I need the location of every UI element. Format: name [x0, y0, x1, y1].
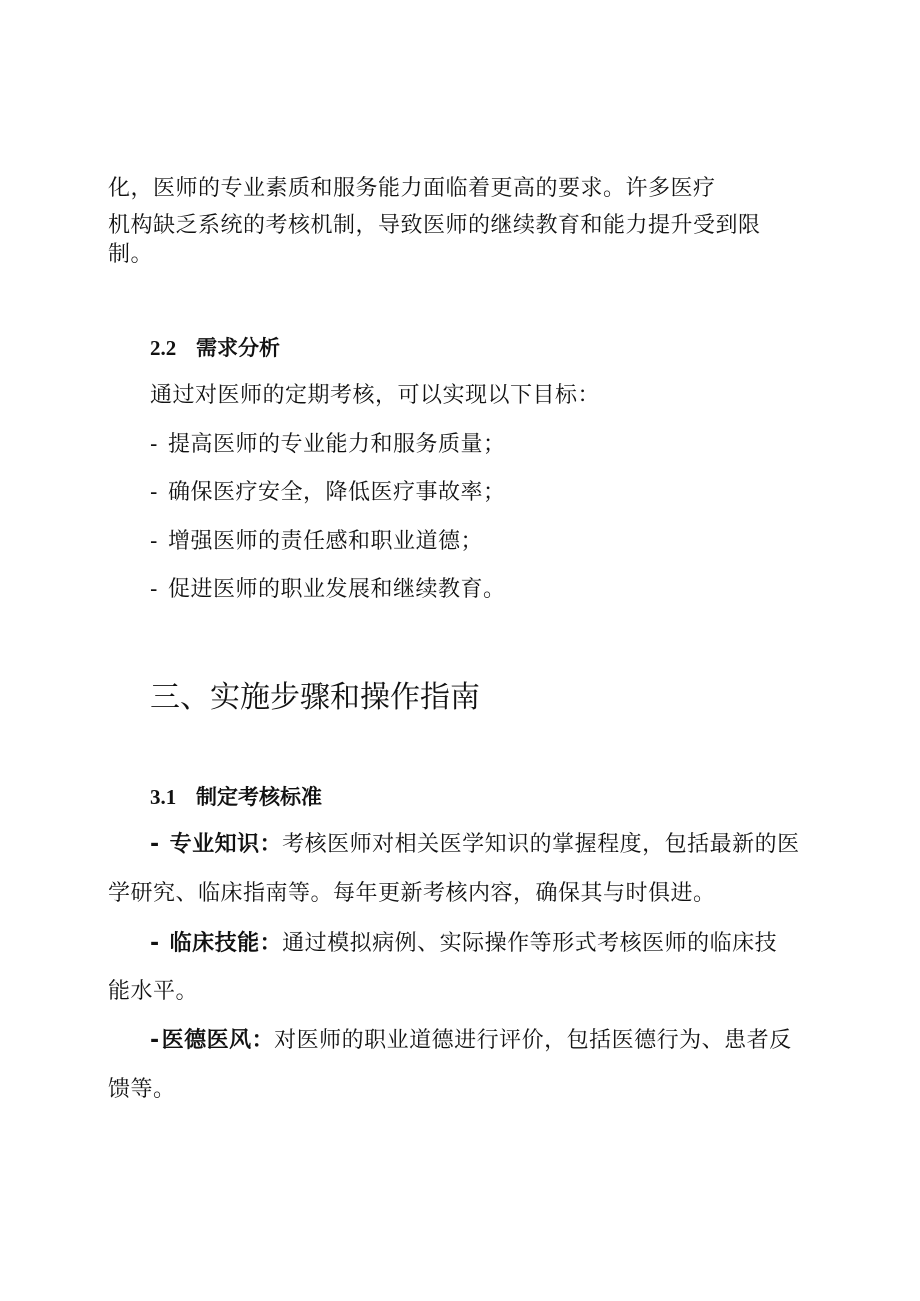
standard-item-term: 医德医风： [161, 1028, 275, 1053]
list-dash: - [150, 1028, 160, 1053]
section-3-1-number: 3.1 [150, 785, 177, 809]
section-2-2-lead: 通过对医师的定期考核，可以实现以下目标： [150, 383, 601, 408]
standard-item-text: 对医师的职业道德进行评价，包括医德行为、患者反 [274, 1028, 792, 1053]
goal-list-item [150, 430, 505, 460]
section-2-2-title: 需求分析 [196, 336, 280, 360]
standard-item-line-2: 学研究、临床指南等。每年更新考核内容，确保其与时俱进。 [108, 881, 716, 906]
chapter-3-heading: 三、实施步骤和操作指南 [150, 680, 480, 715]
list-dash: - [150, 577, 158, 602]
goal-list-item [150, 575, 505, 605]
section-2-2-heading [150, 334, 280, 362]
goal-item-text: 确保医疗安全，降低医疗事故率； [167, 480, 506, 505]
goal-list-item [150, 478, 505, 508]
section-3-1-title: 制定考核标准 [196, 785, 322, 809]
list-dash: - [150, 480, 158, 505]
list-dash: - [150, 931, 160, 956]
goal-item-text: 增强医师的责任感和职业道德； [167, 529, 483, 554]
list-dash: - [150, 832, 160, 857]
standard-item-term: 临床技能： [169, 931, 283, 956]
standard-item-text: 通过模拟病例、实际操作等形式考核医师的临床技 [282, 931, 778, 956]
goal-item-text: 提高医师的专业能力和服务质量； [167, 432, 506, 457]
intro-line-1: 化，医师的专业素质和服务能力面临着更高的要求。许多医疗 [108, 176, 716, 201]
standard-item-text: 考核医师对相关医学知识的掌握程度，包括最新的医 [282, 832, 800, 857]
list-dash: - [150, 432, 158, 457]
standard-item-line-1 [150, 1026, 792, 1056]
standard-item-line-1 [150, 830, 800, 860]
standard-item-term: 专业知识： [169, 832, 283, 857]
section-2-2-number: 2.2 [150, 336, 177, 360]
intro-line-3: 制。 [108, 242, 154, 267]
section-3-1-heading [150, 783, 322, 811]
list-dash: - [150, 529, 158, 554]
standard-item-line-1 [150, 929, 777, 959]
goal-list-item [150, 527, 483, 557]
standard-item-line-2: 能水平。 [108, 979, 199, 1004]
standard-item-line-2: 馈等。 [108, 1077, 176, 1102]
intro-line-2: 机构缺乏系统的考核机制，导致医师的继续教育和能力提升受到限 [108, 213, 761, 238]
goal-item-text: 促进医师的职业发展和继续教育。 [167, 577, 506, 602]
